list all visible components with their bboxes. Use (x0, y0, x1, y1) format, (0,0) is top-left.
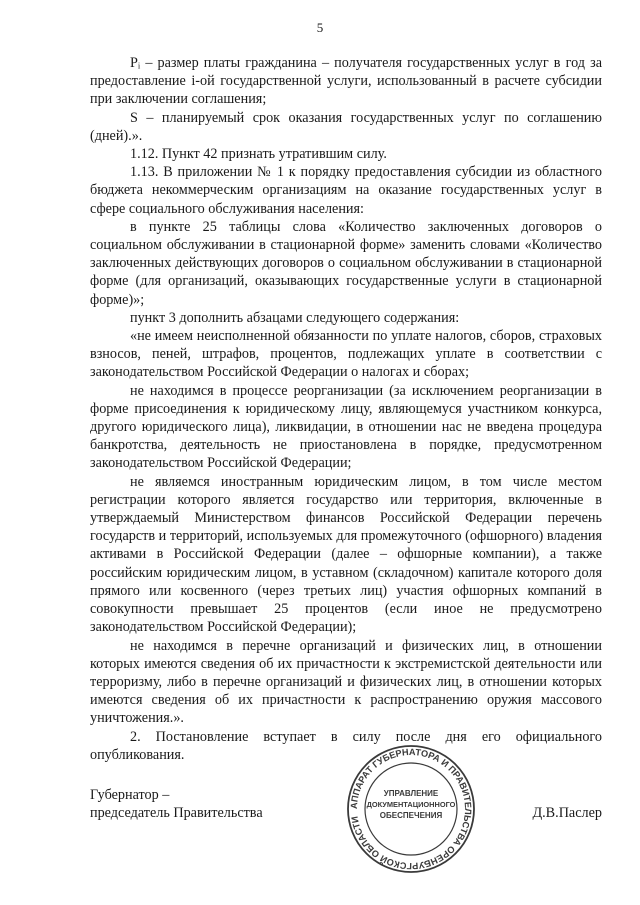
paragraph: не находимся в процессе реорганизации (за исключением реорганизации в форме присоединения к юридическому лицу, являющемуся участником конкурса, другого юридического лица), ликвидации, в отношении нас не введена процедура банкротства, деятельность не приостановлена в порядке, предусмотренном законодательством Российской Федерации; (90, 382, 602, 472)
signatory-title (90, 786, 263, 822)
stamp-inner-ring (365, 763, 457, 855)
paragraph: S – планируемый срок оказания государственных услуг по соглашению (дней).». (90, 109, 602, 144)
stamp-ring-text: АППАРАТ ГУБЕРНАТОРА И ПРАВИТЕЛЬСТВА ОРЕНБУРГСКОЙ ОБЛАСТИ (348, 746, 474, 872)
paragraph: пункт 3 дополнить абзацами следующего содержания: (130, 309, 460, 326)
signatory-name: Д.В.Паслер (532, 805, 602, 821)
paragraph: 1.12. Пункт 42 признать утратившим силу. (130, 146, 387, 163)
paragraph: 1.13. В приложении № 1 к порядку предоставления субсидии из областного бюджета некоммерческим организациям на оказание государственных услуг в сфере социального обслуживания населения: (90, 164, 602, 217)
stamp-line: ОБЕСПЕЧЕНИЯ (379, 811, 443, 820)
paragraph: «не имеем неисполненной обязанности по уплате налогов, сборов, страховых взносов, пеней, штрафов, процентов, подлежащих уплате в соответствии с законодательством Российской Федерации о налогах и сборах; (90, 328, 602, 381)
paragraph: Pᵢ – размер платы гражданина – получателя государственных услуг в год за предоставление i-ой государственной услуги, использованный в расчете субсидии при заключении соглашения; (90, 55, 602, 108)
paragraph: не находимся в перечне организаций и физических лиц, в отношении которых имеются сведения об их причастности к экстремистской деятельности или терроризму, либо в перечне организаций и физических лиц, в отношении которых имеются сведения об их причастности к распространению оружия массового уничтожения.». (90, 637, 602, 727)
stamp-line: ДОКУМЕНТАЦИОННОГО (366, 800, 456, 809)
document-body (90, 54, 602, 764)
signatory-title-line: председатель Правительства (90, 805, 263, 821)
stamp-line: УПРАВЛЕНИЕ (383, 789, 439, 798)
stamp-outer-ring (348, 746, 474, 872)
paragraph: 2. Постановление вступает в силу после дня его официального опубликования. (90, 728, 602, 763)
official-stamp (346, 744, 476, 874)
signatory-title-line: Губернатор – (90, 787, 170, 803)
page-number: 5 (316, 20, 324, 35)
paragraph: не являемся иностранным юридическим лицом, в том числе местом регистрации которого является государство или территория, включенные в утверждаемый Министерством финансов Российской Федерации перечень государств и территорий, используемых для промежуточного (офшорного) владения активами в Российской Федерации (далее – офшорные компании), а также российским юридическим лицом, в уставном (складочном) капитале которого доля прямого или косвенного (через третьих лиц) участия офшорных компаний в совокупности превышает 25 процентов (если иное не предусмотрено законодательством Российской Федерации); (90, 473, 602, 636)
paragraph: в пункте 25 таблицы слова «Количество заключенных договоров о социальном обслуживании в стационарной форме» заменить словами «Количество заключенных действующих договоров о социальном обслуживании в стационарной форме (для организаций, оказывающих государственные услуги в стационарной форме)»; (90, 218, 602, 308)
